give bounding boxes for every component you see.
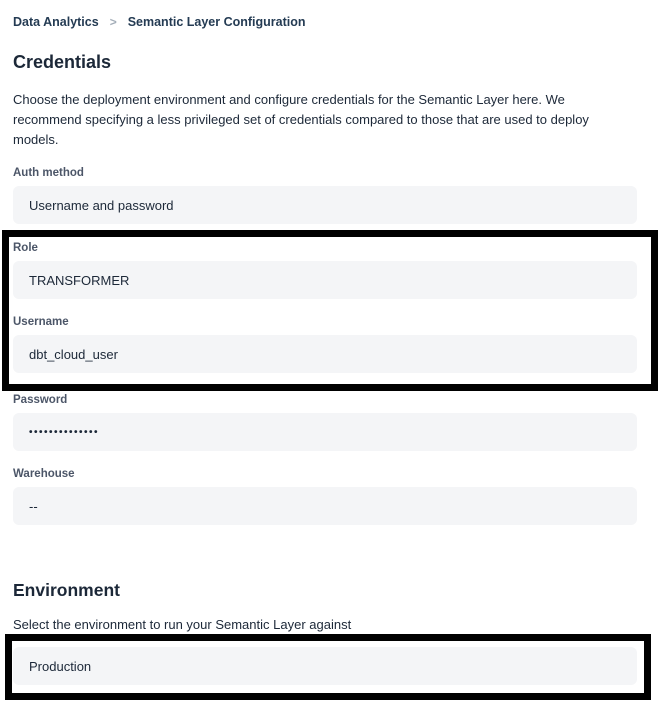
warehouse-input[interactable] (13, 487, 637, 525)
credentials-heading: Credentials (13, 52, 112, 72)
role-value: TRANSFORMER (29, 272, 130, 288)
annotation-box-role-username (2, 230, 658, 391)
role-select[interactable] (13, 261, 637, 299)
breadcrumb-item-current-page: Semantic Layer Configuration (127, 15, 306, 29)
breadcrumb-item-data-analytics[interactable]: Data Analytics (13, 15, 99, 29)
credentials-description: Choose the deployment environment and configure credentials for the Semantic Layer here. We recommend specifying a less privileged set of credentials compared to those that are used to deploy models. (13, 92, 589, 147)
password-group (13, 394, 637, 451)
auth-method-group (13, 167, 637, 224)
warehouse-group (13, 468, 637, 525)
environment-value: Production (29, 658, 92, 674)
breadcrumb (13, 14, 637, 30)
role-group (13, 242, 637, 299)
chevron-right-icon: > (109, 15, 117, 29)
auth-method-label: Auth method (13, 167, 84, 179)
username-label: Username (13, 316, 69, 328)
username-group (13, 316, 637, 373)
environment-description: Select the environment to run your Semantic Layer against (13, 617, 352, 632)
password-label: Password (13, 394, 68, 406)
password-input[interactable] (13, 413, 637, 451)
role-label: Role (13, 242, 38, 254)
username-value: dbt_cloud_user (29, 346, 118, 362)
environment-heading: Environment (13, 580, 120, 600)
annotation-box-environment (5, 634, 651, 700)
password-value: •••••••••••••• (29, 426, 100, 438)
warehouse-value: -- (29, 498, 38, 514)
auth-method-value: Username and password (29, 197, 174, 213)
username-input[interactable] (13, 335, 637, 373)
warehouse-label: Warehouse (13, 468, 75, 480)
auth-method-select[interactable] (13, 186, 637, 224)
environment-select[interactable] (13, 647, 637, 685)
